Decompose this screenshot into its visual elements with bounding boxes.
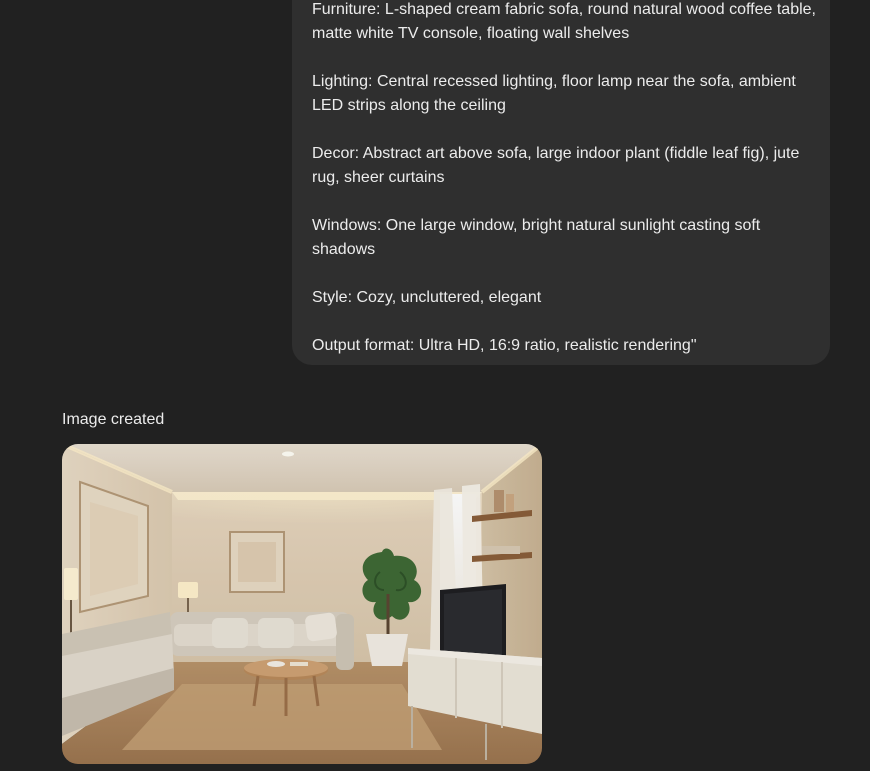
- living-room-illustration: [62, 444, 542, 764]
- prompt-paragraph-lighting: Lighting: Central recessed lighting, floor lamp near the sofa, ambient LED strips along the ceiling: [312, 73, 796, 114]
- prompt-paragraph-furniture: Furniture: L-shaped cream fabric sofa, round natural wood coffee table, matte white TV console, floating wall shelves: [312, 1, 816, 42]
- prompt-paragraph-output-format: Output format: Ultra HD, 16:9 ratio, realistic rendering": [312, 337, 697, 354]
- prompt-paragraph-style: Style: Cozy, uncluttered, elegant: [312, 289, 542, 306]
- generated-image[interactable]: [62, 444, 542, 764]
- user-prompt-text: [312, 0, 817, 358]
- prompt-paragraph-decor: Decor: Abstract art above sofa, large indoor plant (fiddle leaf fig), jute rug, sheer curtains: [312, 145, 800, 186]
- image-created-label: Image created: [62, 411, 165, 428]
- prompt-paragraph-windows: Windows: One large window, bright natural sunlight casting soft shadows: [312, 217, 761, 258]
- user-message-bubble: [292, 0, 830, 365]
